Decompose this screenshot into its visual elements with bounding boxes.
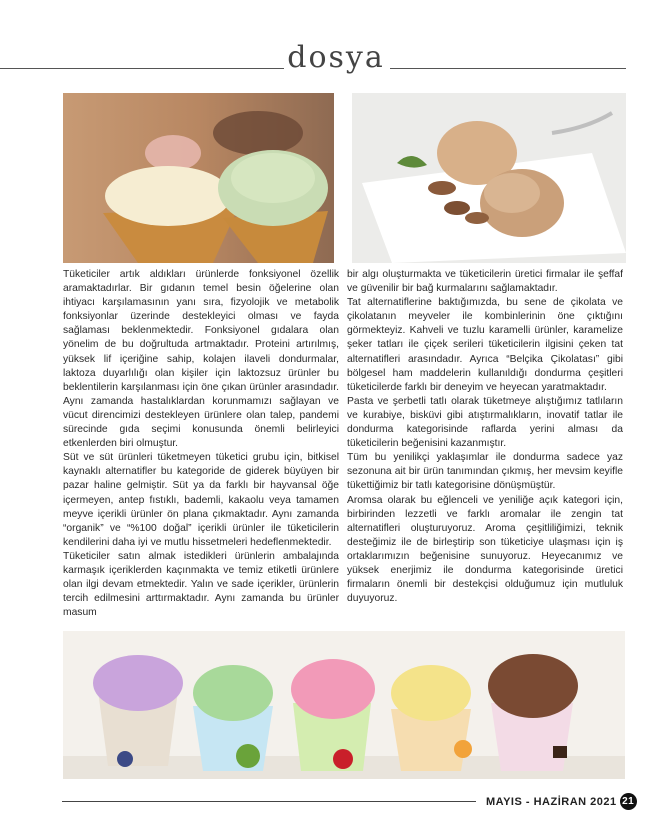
paragraph: Süt ve süt ürünleri tüketmeyen tüketici grubu için, bitkisel kaynaklı alternatifler bu kategoride de giderek büyüyen bir pazar haline gelmiştir. Süt ya da farklı bir hayvansal öğe içermeyen, antep fıstıklı, bademli, kakaolu veya tamamen meyve içerikli ürünler ön plana çıkmaktadır. Aynı zamanda “organik” ve “%100 doğal” içerikli ürünler ile tüketicilerin kendilerini daha iyi ve mutlu hissetmeleri hedeflenmektedir. <box>63 452 339 548</box>
paragraph: bir algı oluşturmakta ve tüketicilerin üretici firmalar ile şeffaf ve güvenilir bir bağ kurmalarını sağlamaktadır. <box>347 269 623 295</box>
paragraph: Aromsa olarak bu eğlenceli ve yeniliğe açık kategori için, birbirinden lezzetli ve farklı aromalar ile zengin tat alternatifleri oluşturuyoruz. Aroma çeşitliliğimizi, teknik desteğimiz ile de birleştirip son tüketiciye ulaşması için iş ortaklarımızın beğenisine sunuyoruz. Heyecanımız ve yüksek enerjimiz ile dondurma kategorisinde üretici firmaların önemli bir destekçisi olduğumuz için mutluluk duyuyoruz. <box>347 494 623 605</box>
paragraph: Pasta ve şerbetli tatlı olarak tüketmeye alıştığımız tatlıların ve kurabiye, bisküvi gibi atıştırmalıkların, inovatif tatlar ile dondurma kategorisinde raflarda yerini alması da tüketicilerin beğenisini kazanmıştır. <box>347 395 623 450</box>
paragraph: Tüm bu yenilikçi yaklaşımlar ile dondurma sadece yaz sezonuna ait bir ürün tanımından çıkmış, her mevsim keyifle tükettiğimiz bir tatlı kategorisine dönüşmüştür. <box>347 452 623 492</box>
issue-date: MAYIS - HAZİRAN 2021 <box>486 795 617 808</box>
page-number: 21 <box>620 793 637 810</box>
ice-cream-cups-photo <box>63 631 625 779</box>
paragraph: Tüketiciler artık aldıkları ürünlerde fonksiyonel özellik aramaktadırlar. Bir gıdanın temel besin öğelerine olan ihtiyacı karşılamasının yanı sıra, fizyolojik ve metabolik fonksiyonlar üzerinde destekleyici olması ve fayda sağlaması beklenmektedir. Fonksiyonel gıdalara olan yönelim de bu doğrultuda artmaktadır. Proteini artırılmış, yüksek lif içeriğine sahip, kolajen ilaveli dondurmalar, laktoza duyarlılığı olan kişiler için laktozsuz ürünler bu beklentilerin karşılanması için öne çıkan ürünler arasındadır. Aynı zamanda hastalıklardan korunmamızı sağlayan ve vücut direncimizi destekleyen ürünlere olan talep, pandemi sürecinde gıda seçimi konusunda önemli belirleyici etkenlerden biri olmuştur. <box>63 269 339 450</box>
header-rule-right <box>390 68 626 69</box>
article-column-1 <box>63 268 339 620</box>
article-column-2 <box>347 268 623 606</box>
paragraph: Tüketiciler satın almak istedikleri ürünlerin ambalajında karmaşık içeriklerden kaçınmakta ve temiz etiketli ürünlere olan ilgi devam etmektedir. Yalın ve sade içerikler, ürünlerin tercih edilmesini arttırmaktadır. Aynı zamanda bu ürünler masum <box>63 550 339 619</box>
header-rule-left <box>0 68 284 69</box>
paragraph: Tat alternatiflerine baktığımızda, bu sene de çikolata ve çikolatanın meyveler ile kombinlerinin öne çıktığını görmekteyiz. Kahveli ve tuzlu karamelli ürünler, karamelize şeker tatları ile çiçek serileri tüketicilerin ilgisini çeken tat alternatifleri arasındadır. Ayrıca “Belçika Çikolatası” gibi bölgesel ham maddelerin kullanıldığı dondurma çeşitleri tüketicilerde farklı bir deneyim ve heyecan yaratmaktadır. <box>347 297 623 393</box>
page-footer <box>486 793 637 810</box>
footer-rule <box>62 801 476 802</box>
ice-cream-cones-photo <box>63 93 334 263</box>
section-title: dosya <box>287 40 385 75</box>
ice-cream-scoops-plate-photo <box>352 93 626 263</box>
